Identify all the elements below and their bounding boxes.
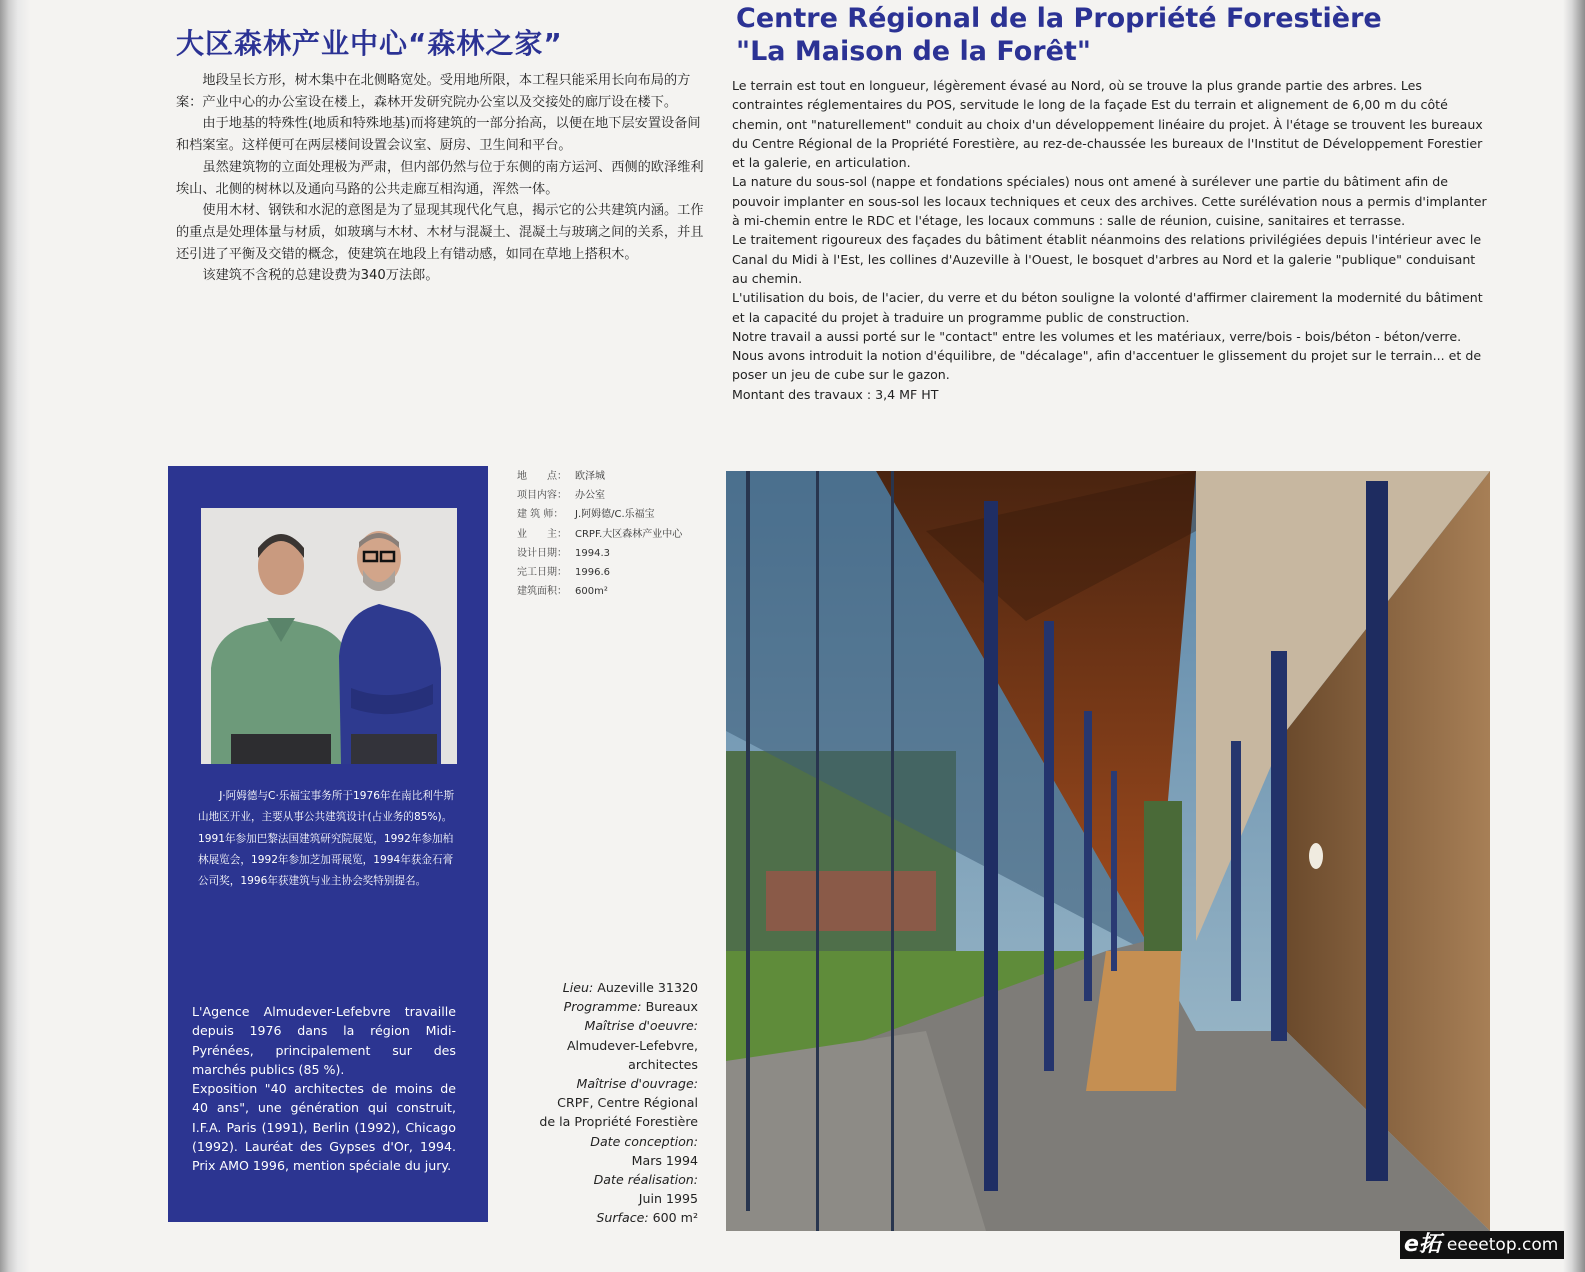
fact-realisation-label: Date réalisation: [593,1172,698,1188]
fact-label: 业 主： [517,528,567,540]
fact-label: 建筑面积： [517,586,567,598]
fact-row [517,467,682,486]
fact-moe-value: Almudever-Lefebvre, [566,1037,698,1053]
page-binding-shadow [0,0,30,1272]
chinese-paragraph: 该建筑不含税的总建设费为340万法郎。 [202,268,439,284]
french-paragraph: Notre travail a aussi porté sur le "contact" entre les volumes et les matériaux, verre/bois - bois/béton - béton/verre. Nous avons introduit la notion d'équilibre, de "décalage", afin d'accentuer le glissement du projet sur le terrain... et de poser un jeu de cube sur le gazon. [732,328,1482,383]
watermark-site: eeeetop.com [1445,1231,1564,1259]
project-facts-chinese [517,467,682,601]
fact-conception-value: Mars 1994 [631,1152,698,1168]
french-paragraph: Le terrain est tout en longueur, légèrement évasé au Nord, où se trouve la plus grande partie des arbres. Les contraintes réglementaires du POS, servitude le long de la façade Est du terrain et alignement de 6,00 m du côté chemin, ont "naturellement" conduit au choix d'un développement linéaire du projet. À l'étage se trouvent les bureaux du Centre Régional de la Propriété Forestière, au rez-de-chaussée les bureaux de l'Institut de Développement Forestier et la galerie, en articulation. [732,78,1483,171]
fact-mou-label: Maîtrise d'ouvrage: [576,1076,698,1092]
fact-programme: Programme: Bureaux [563,999,698,1015]
fact-surface: Surface: 600 m² [596,1210,698,1226]
fact-value: 1994.3 [575,547,610,559]
architects-bio-chinese: J·阿姆德与C·乐福宝事务所于1976年在南比利牛斯山地区开业，主要从事公共建筑设计(占业务的85%)。1991年参加巴黎法国建筑研究院展览，1992年参加柏林展览会，1992年参加芝加哥展览，1994年获金石膏公司奖，1996年获建筑与业主协会奖特别提名。 [198,790,455,888]
corridor-photograph [726,471,1490,1231]
fact-moe-value: architectes [628,1056,698,1072]
fact-value: J.阿姆德/C.乐福宝 [575,509,655,521]
fact-label: 项目内容： [517,490,567,502]
architects-portrait [201,508,457,764]
french-title [736,2,1382,68]
french-paragraph: Montant des travaux : 3,4 MF HT [732,386,939,402]
fact-row [517,505,682,524]
chinese-paragraph: 地段呈长方形，树木集中在北侧略宽处。受用地所限，本工程只能采用长向布局的方案：产业中心的办公室设在楼上，森林开发研究院办公室以及交接处的廊厅设在楼下。 [176,73,691,110]
fact-moe-label: Maîtrise d'oeuvre: [584,1018,698,1034]
french-paragraph: La nature du sous-sol (nappe et fondations spéciales) nous ont amené à surélever une partie du bâtiment afin de pouvoir implanter en sous-sol les locaux techniques et ceux des archives. Cette surélévation nous a permis d'implanter à mi-chemin entre le RDC et l'étage, les locaux communs : salle de réunion, cuisine, sanitaires et terrasse. [732,174,1487,229]
fact-value: 600m² [575,586,608,598]
chinese-paragraph: 由于地基的特殊性(地质和特殊地基)而将建筑的一部分抬高，以便在地下层安置设备间和档案室。这样便可在两层楼间设置会议室、厨房、卫生间和平台。 [176,116,701,154]
chinese-body [176,70,706,287]
architects-bio-paragraph: L'Agence Almudever-Lefebvre travaille depuis 1976 dans la région Midi-Pyrénées, principalement sur des marchés publics (85 %). [192,1004,456,1077]
fact-value: 欧泽城 [575,471,605,482]
fact-label: 完工日期： [517,567,567,579]
fact-mou-value: de la Propriété Forestière [539,1114,698,1130]
fact-row [517,525,682,544]
chinese-paragraph: 虽然建筑物的立面处理极为严肃，但内部仍然与位于东侧的南方运河、西侧的欧泽维利埃山、北侧的树林以及通向马路的公共走廊互相沟通，浑然一体。 [176,159,704,197]
french-paragraph: L'utilisation du bois, de l'acier, du verre et du béton souligne la volonté d'affirmer clairement la modernité du bâtiment et la capacité du projet à traduire un programme public de construction. [732,290,1483,325]
fact-conception-label: Date conception: [590,1133,698,1149]
fact-label: 地 点： [517,471,567,482]
fact-value: 1996.6 [575,567,610,579]
watermark-mark: e拓 [1400,1231,1445,1259]
architects-bio-french [192,1002,456,1176]
chinese-paragraph: 使用木材、钢铁和水泥的意图是为了显现其现代化气息，揭示它的公共建筑内涵。工作的重点是处理体量与材质，如玻璃与木材、木材与混凝土、混凝土与玻璃之间的关系，并且还引进了平衡及交错的概念，使建筑在地段上有错动感，如同在草地上搭积木。 [176,203,704,262]
fact-mou-value: CRPF, Centre Régional [557,1095,698,1111]
watermark-logo [1400,1231,1575,1259]
fact-value: 办公室 [575,490,605,502]
fact-row [517,563,682,582]
fact-lieu: Lieu: Auzeville 31320 [562,980,698,995]
french-title-line1: Centre Régional de la Propriété Forestière [736,3,1382,34]
architects-bio-paragraph: Exposition "40 architectes de moins de 40 ans", une génération qui construit, I.F.A. Paris (1991), Berlin (1992), Chicago (1992). Lauréat des Gypses d'Or, 1994. Prix AMO 1996, mention spéciale du jury. [192,1081,456,1174]
fact-realisation-value: Juin 1995 [638,1191,698,1207]
corridor-photograph-illustration [726,471,1490,1231]
fact-row [517,486,682,505]
fact-label: 建 筑 师： [517,509,564,521]
french-paragraph: Le traitement rigoureux des façades du bâtiment établit néanmoins des relations privilégiées depuis l'intérieur avec le Canal du Midi à l'Est, les collines d'Auzeville à l'Ouest, le bosquet d'arbres au Nord et la galerie "publique" conduisant au chemin. [732,232,1482,286]
fact-value: CRPF.大区森林产业中心 [575,528,683,540]
chinese-title: 大区森林产业中心“森林之家” [176,27,563,60]
architects-portrait-illustration [201,508,457,764]
fact-label: 设计日期： [517,547,567,559]
french-body [732,76,1492,404]
fact-row [517,544,682,563]
page-edge [1563,0,1585,1272]
architect-panel [168,466,488,1222]
french-title-line2: "La Maison de la Forêt" [736,36,1091,67]
fact-row [517,582,682,601]
project-facts-french [490,978,698,1228]
